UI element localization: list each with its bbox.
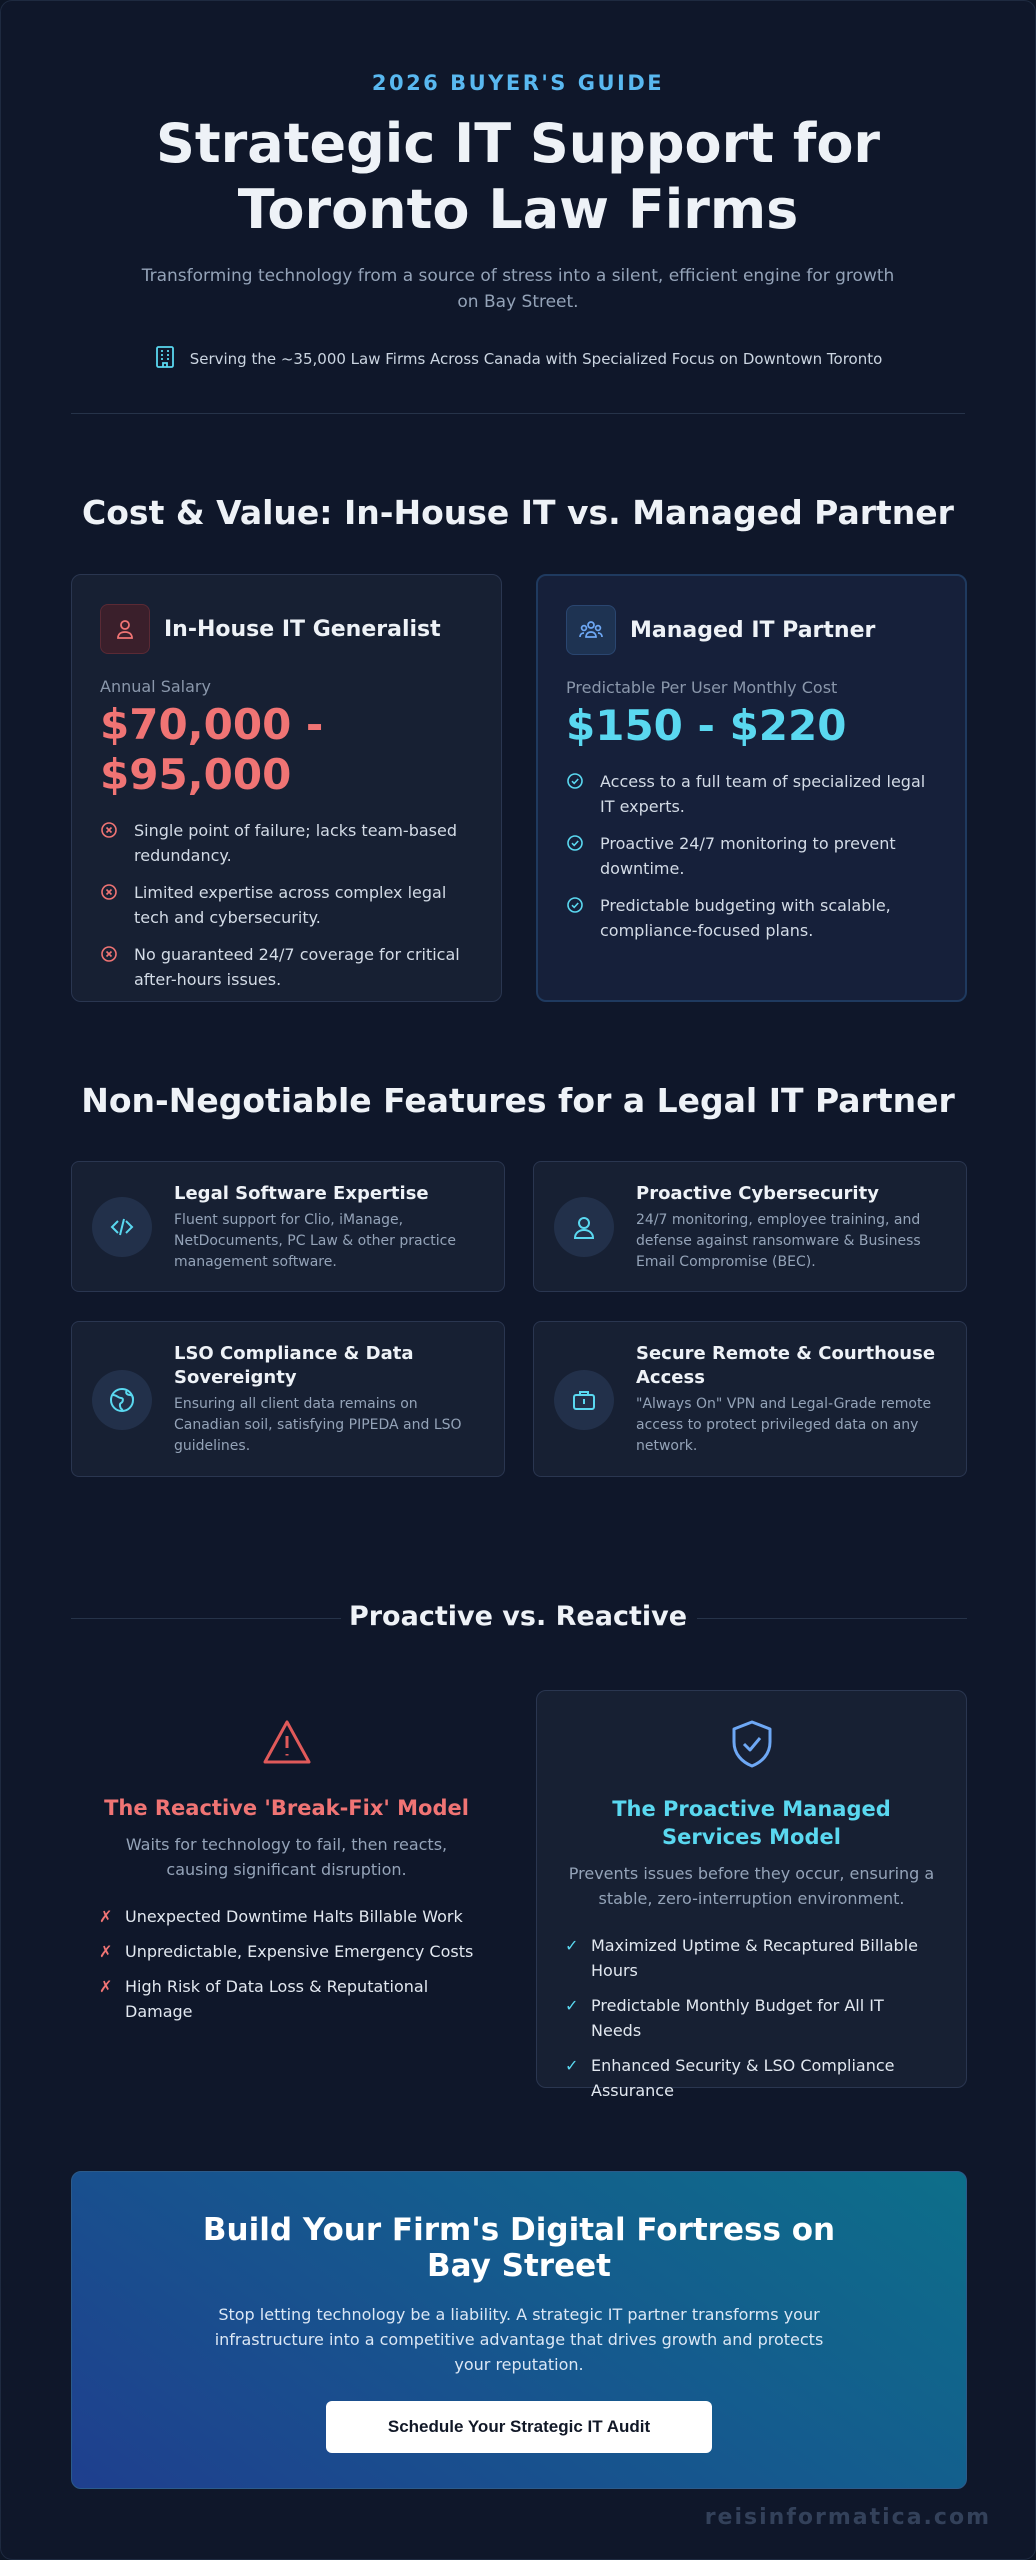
list-item [99, 1939, 474, 1964]
serving-line [71, 345, 965, 373]
cta-subtitle: Stop letting technology be a liability. A strategic IT partner transforms your infrastructure into a competitive advantage that drives growth and protects your reputation. [214, 2305, 824, 2374]
user-icon [554, 1197, 614, 1257]
check-mark-icon: ✓ [565, 2056, 579, 2075]
check-circle-icon [566, 831, 586, 881]
x-mark-icon: ✗ [99, 1942, 113, 1961]
managed-point-text: Proactive 24/7 monitoring to prevent downtime. [600, 834, 896, 878]
list-item [100, 942, 473, 992]
reactive-point-text: Unexpected Downtime Halts Billable Work [125, 1907, 463, 1926]
divider [71, 413, 965, 414]
list-item [565, 1933, 938, 1983]
cta-title: Build Your Firm's Digital Fortress on Bay Street [202, 2212, 836, 2284]
page-title [71, 111, 965, 243]
globe-icon [92, 1370, 152, 1430]
inhouse-price-line2: $95,000 [100, 750, 292, 799]
inhouse-price [100, 700, 473, 800]
person-icon [100, 604, 150, 654]
inhouse-price-label: Annual Salary [100, 677, 211, 696]
managed-price-label: Predictable Per User Monthly Cost [566, 678, 838, 697]
list-item [566, 769, 937, 819]
inhouse-title: In-House IT Generalist [164, 616, 441, 642]
list-item [100, 818, 473, 868]
x-circle-icon [100, 818, 120, 868]
proactive-point-text: Maximized Uptime & Recaptured Billable Hours [591, 1936, 918, 1980]
briefcase-icon [554, 1370, 614, 1430]
page-title-line1: Strategic IT Support for [155, 112, 881, 175]
reactive-title: The Reactive 'Break-Fix' Model [104, 1796, 469, 1820]
list-item [565, 2053, 938, 2103]
warning-icon [99, 1718, 474, 1770]
managed-point-text: Access to a full team of specialized legal IT experts. [600, 772, 926, 816]
feature-title: Proactive Cybersecurity [636, 1183, 879, 1204]
feature-desc: "Always On" VPN and Legal-Grade remote access to protect privileged data on any network. [636, 1396, 932, 1454]
page-subtitle: Transforming technology from a source of stress into a silent, efficient engine for growth on Bay Street. [141, 266, 895, 312]
feature-card-legal-software [71, 1161, 505, 1292]
reactive-point-text: Unpredictable, Expensive Emergency Costs [125, 1942, 474, 1961]
list-item [99, 1974, 474, 2024]
cost-section-title: Cost & Value: In-House IT vs. Managed Partner [82, 493, 954, 532]
inhouse-point-text: Single point of failure; lacks team-based redundancy. [134, 821, 457, 865]
features-section-title: Non-Negotiable Features for a Legal IT Partner [81, 1081, 955, 1120]
eyebrow: 2026 BUYER'S GUIDE [371, 71, 665, 95]
managed-title: Managed IT Partner [630, 617, 876, 643]
code-icon [92, 1197, 152, 1257]
check-mark-icon: ✓ [565, 1936, 579, 1955]
feature-title: Legal Software Expertise [174, 1183, 429, 1204]
x-mark-icon: ✗ [99, 1907, 113, 1926]
feature-title: LSO Compliance & Data Sovereignty [174, 1343, 414, 1388]
inhouse-point-text: No guaranteed 24/7 coverage for critical after-hours issues. [134, 945, 460, 989]
proactive-desc: Prevents issues before they occur, ensuring a stable, zero-interruption environment. [568, 1864, 935, 1908]
page-title-line2: Toronto Law Firms [237, 178, 799, 241]
inhouse-points [100, 818, 473, 992]
proactive-point-text: Predictable Monthly Budget for All IT Needs [591, 1996, 884, 2040]
shield-check-icon [565, 1719, 938, 1771]
check-circle-icon [566, 893, 586, 943]
feature-card-lso-compliance [71, 1321, 505, 1477]
list-item [566, 893, 937, 943]
feature-desc: Ensuring all client data remains on Canadian soil, satisfying PIPEDA and LSO guidelines. [174, 1396, 462, 1454]
feature-desc: Fluent support for Clio, iManage, NetDocuments, PC Law & other practice management software. [174, 1212, 456, 1270]
proactive-column [536, 1690, 967, 2100]
footer-brand: reisinformatica.com [704, 2505, 991, 2530]
schedule-audit-button[interactable]: Schedule Your Strategic IT Audit [326, 2401, 712, 2453]
list-item [100, 880, 473, 930]
feature-title: Secure Remote & Courthouse Access [636, 1343, 936, 1388]
comparison-title: Proactive vs. Reactive [348, 1601, 688, 1632]
managed-card [536, 574, 967, 1002]
inhouse-point-text: Limited expertise across complex legal tech and cybersecurity. [134, 883, 447, 927]
x-circle-icon [100, 880, 120, 930]
x-mark-icon: ✗ [99, 1977, 113, 1996]
proactive-points [565, 1933, 938, 2103]
list-item [565, 1993, 938, 2043]
list-item [99, 1904, 474, 1929]
proactive-point-text: Enhanced Security & LSO Compliance Assurance [591, 2056, 895, 2100]
serving-text: Serving the ~35,000 Law Firms Across Canada with Specialized Focus on Downtown Toronto [189, 350, 883, 368]
feature-desc: 24/7 monitoring, employee training, and defense against ransomware & Business Email Compromise (BEC). [636, 1212, 921, 1270]
managed-point-text: Predictable budgeting with scalable, compliance-focused plans. [600, 896, 891, 940]
managed-points [566, 769, 937, 943]
reactive-column [71, 1690, 502, 2062]
feature-card-remote-access [533, 1321, 967, 1477]
building-icon [154, 345, 176, 373]
reactive-points [99, 1904, 474, 2024]
x-circle-icon [100, 942, 120, 992]
list-item [566, 831, 937, 881]
check-circle-icon [566, 769, 586, 819]
inhouse-price-line1: $70,000 - [100, 700, 324, 749]
proactive-title: The Proactive Managed Services Model [612, 1797, 891, 1849]
managed-price: $150 - $220 [566, 701, 847, 750]
feature-card-cybersecurity [533, 1161, 967, 1292]
reactive-point-text: High Risk of Data Loss & Reputational Damage [125, 1977, 429, 2021]
inhouse-card [71, 574, 502, 1002]
team-icon [566, 605, 616, 655]
cta-banner [71, 2171, 967, 2489]
check-mark-icon: ✓ [565, 1996, 579, 2015]
reactive-desc: Waits for technology to fail, then reacts, causing significant disruption. [125, 1835, 448, 1879]
